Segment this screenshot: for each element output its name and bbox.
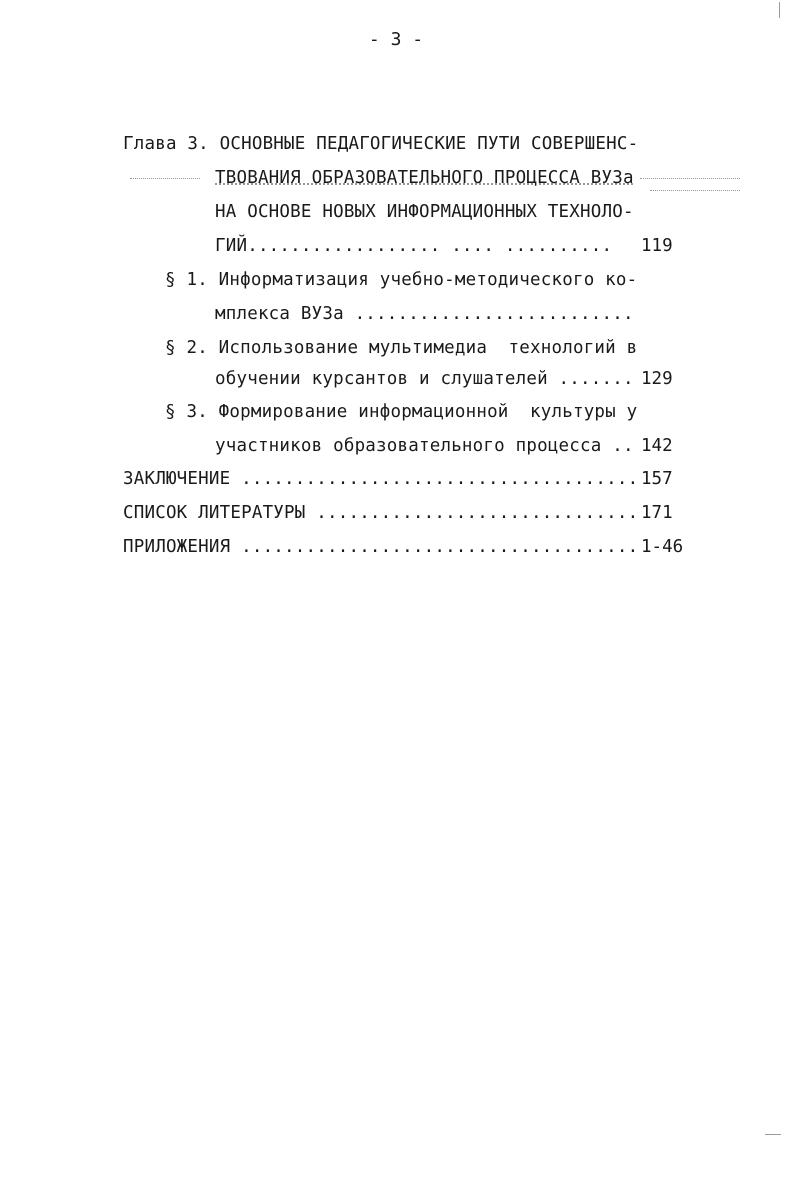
scan-artifact-dotted-left — [130, 178, 200, 179]
scan-artifact-dotted-right-2 — [650, 190, 740, 191]
toc-chapter3-line1: Глава 3. ОСНОВНЫЕ ПЕДАГОГИЧЕСКИЕ ПУТИ СОВЕРШЕНС- — [123, 134, 639, 154]
toc-bibliography: СПИСОК ЛИТЕРАТУРЫ .............................. — [123, 503, 639, 523]
toc-bibliography-page: 171 — [641, 503, 673, 523]
toc-chapter3-line4: ГИЙ.................. .... .......... — [215, 236, 613, 256]
page-header-number: - 3 - — [368, 29, 424, 50]
toc-section2-line2: обучении курсантов и слушателей ....... — [215, 369, 634, 389]
toc-section3-page: 142 — [641, 436, 673, 456]
toc-conclusion: ЗАКЛЮЧЕНИЕ ..................................... — [123, 469, 639, 489]
toc-appendices-page: 1-46 — [641, 537, 684, 557]
toc-appendices: ПРИЛОЖЕНИЯ ..................................... — [123, 537, 639, 557]
scan-artifact-bottom-right — [765, 1134, 781, 1135]
toc-section3-line2: участников образовательного процесса .. — [215, 436, 634, 456]
toc-section1-line2: мплекса ВУЗа .......................... — [215, 304, 634, 324]
scan-artifact-dotted-right — [640, 178, 740, 179]
toc-conclusion-page: 157 — [641, 469, 673, 489]
toc-section1-line1: § 1. Информатизация учебно-методического ко- — [165, 270, 638, 290]
toc-chapter3-page: 119 — [641, 236, 673, 256]
toc-chapter3-line3: НА ОСНОВЕ НОВЫХ ИНФОРМАЦИОННЫХ ТЕХНОЛО- — [215, 202, 634, 222]
toc-section2-line1: § 2. Использование мультимедиа технологий в — [165, 338, 638, 358]
scan-artifact-top-right — [779, 2, 780, 18]
toc-chapter3-line2: ТВОВАНИЯ ОБРАЗОВАТЕЛЬНОГО ПРОЦЕССА ВУЗа — [215, 168, 634, 188]
toc-section2-page: 129 — [641, 369, 673, 389]
toc-section3-line1: § 3. Формирование информационной культуры у — [165, 402, 638, 422]
